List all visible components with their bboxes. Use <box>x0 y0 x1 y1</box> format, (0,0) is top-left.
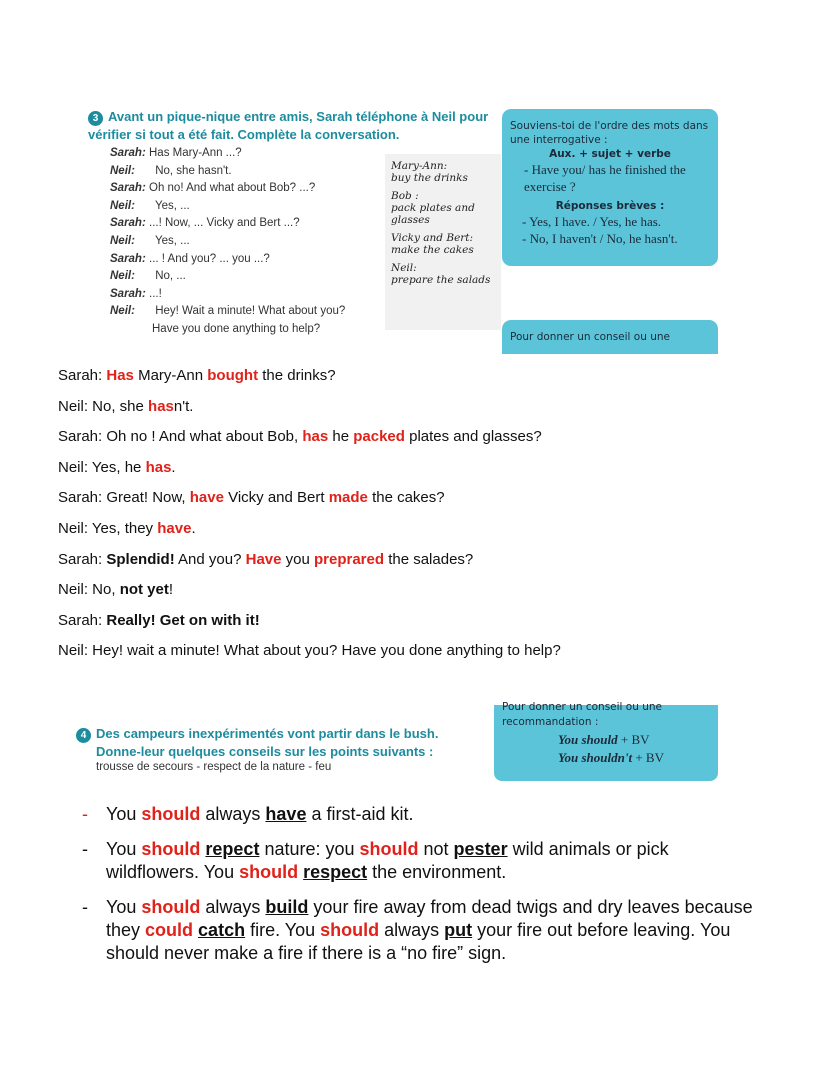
advice-box-title: Pour donner un conseil ou une <box>502 701 662 713</box>
answer-highlight: Has <box>106 367 134 384</box>
answer-highlight: Splendid! <box>106 550 175 568</box>
dialogue-text: ... ! And you? ... you ...? <box>149 252 270 265</box>
dialogue-text: Yes, ... <box>155 199 190 212</box>
speaker-label: Sarah: <box>110 182 146 195</box>
answer-text: You <box>106 804 142 824</box>
dialogue-text: Has Mary-Ann ...? <box>149 147 242 159</box>
formula-shouldnt: You shouldn't <box>558 750 633 765</box>
answer-text: your fire away from dead twigs and dry leaves because they <box>106 897 753 940</box>
note-group <box>391 232 501 256</box>
answer-text: Sarah: Oh no ! And what about Bob, <box>58 428 303 446</box>
answer-text: Sarah: <box>58 367 107 384</box>
tip-formula: Aux. + sujet + verbe <box>549 148 671 160</box>
advice-box-top <box>502 320 718 354</box>
speaker-label: Sarah: <box>110 252 146 265</box>
answer-highlight: repect <box>205 839 260 859</box>
answer-highlight: should <box>239 862 299 882</box>
dialogue-prompt <box>110 147 380 341</box>
answer-highlight: Really! Get on with it! <box>106 611 260 629</box>
answer-highlight: should <box>320 920 380 940</box>
formula-bv: + BV <box>617 732 650 747</box>
answer-highlight: has <box>148 397 174 415</box>
exercise-4-heading <box>76 725 486 773</box>
answer-line <box>58 550 561 581</box>
answer-highlight: preprared <box>314 550 385 568</box>
answer-text: Sarah: Great! Now, <box>58 489 190 507</box>
dialogue-text: Hey! Wait a minute! What about you? <box>155 305 346 318</box>
note-line: buy the drinks <box>391 172 468 184</box>
grammar-tip-box <box>502 109 718 266</box>
answer-text: wild animals or pick wildflowers. You <box>106 839 669 882</box>
exercise-3-title <box>88 108 498 143</box>
answer-highlight: could <box>145 920 194 940</box>
note-line: Vicky and Bert: <box>391 232 474 244</box>
answer-line <box>58 488 561 519</box>
bullet-dash: - <box>82 897 88 917</box>
speaker-label: Sarah: <box>110 147 146 159</box>
note-line: pack plates and <box>391 202 475 214</box>
exercise-4-answers <box>82 803 762 977</box>
exercise-4-title-2: Donne-leur quelques conseils sur les points suivants : <box>96 744 434 759</box>
answer-text: ! <box>168 581 174 599</box>
answer-highlight: should <box>359 839 419 859</box>
note-line: Neil: <box>391 262 417 274</box>
speaker-label: Neil: <box>110 270 135 283</box>
exercise-number-badge: 3 <box>88 111 103 126</box>
speaker-label: Neil: <box>110 164 135 177</box>
handwritten-notes <box>385 154 501 330</box>
answer-text: Vicky and Bert <box>223 489 329 507</box>
answer-highlight: should <box>141 839 201 859</box>
speaker-label: Neil: <box>110 199 135 212</box>
advice-item <box>82 803 762 826</box>
dialogue-line <box>110 182 380 200</box>
answer-highlight: Have <box>245 550 282 568</box>
answer-text: n't. <box>173 397 194 415</box>
answer-text: Neil: No, she <box>58 397 149 415</box>
answer-text: You <box>106 897 142 917</box>
answer-text: the drinks? <box>258 367 336 384</box>
answer-text: the environment. <box>367 862 507 882</box>
answer-text: your fire out before leaving. You should never make a fire if there is a “no fire” sign. <box>106 920 731 963</box>
note-group <box>391 190 501 226</box>
answer-text: . <box>191 519 196 537</box>
speaker-label: Neil: <box>110 305 135 318</box>
note-line: prepare the salads <box>391 274 491 286</box>
note-group <box>391 262 501 286</box>
answer-highlight: has <box>145 458 172 476</box>
tip-short-1: - Yes, I have. / Yes, he has. <box>522 214 662 229</box>
answer-text: Neil: Yes, they <box>58 519 158 537</box>
answer-text: Neil: Hey! wait a minute! What about you? Have you done anything to help? <box>58 642 561 660</box>
answer-text: not <box>418 839 454 859</box>
tip-example: - Have you/ has he finished the exercise ? <box>524 162 686 194</box>
dialogue-text: Yes, ... <box>155 234 190 247</box>
note-line: Bob : <box>391 190 419 202</box>
advice-box <box>494 701 718 781</box>
answer-highlight: build <box>265 897 309 917</box>
dialogue-text: No, ... <box>155 270 186 283</box>
answer-text: a first-aid kit. <box>306 804 414 824</box>
answer-text: And you? <box>174 550 246 568</box>
answer-text: always <box>200 804 266 824</box>
dialogue-line <box>110 200 380 218</box>
answer-highlight: should <box>141 804 201 824</box>
note-group <box>391 160 501 184</box>
answer-highlight: put <box>444 920 473 940</box>
answer-text: the salades? <box>384 550 474 568</box>
speaker-label: Neil: <box>110 234 135 247</box>
exercise-4-title-1: Des campeurs inexpérimentés vont partir dans le bush. <box>96 726 439 741</box>
answer-highlight: has <box>302 428 329 446</box>
answer-text: You <box>106 839 142 859</box>
answer-line <box>58 519 561 550</box>
bullet-dash: - <box>82 839 88 859</box>
exercise-3-answers <box>58 366 561 672</box>
dialogue-line <box>110 305 380 323</box>
answer-text: nature: you <box>259 839 360 859</box>
answer-text: you <box>281 550 314 568</box>
tip-short-title: Réponses brèves : <box>555 200 665 212</box>
exercise-3-instruction: Avant un pique-nique entre amis, Sarah téléphone à Neil pour vérifier si tout a été fait. Complète la conversation. <box>88 109 489 142</box>
answer-line <box>58 641 561 672</box>
dialogue-text: Oh no! And what about Bob? ...? <box>149 182 316 195</box>
dialogue-text: ...! Now, ... Vicky and Bert ...? <box>149 217 300 230</box>
answer-text: Sarah: <box>58 611 107 629</box>
dialogue-text: ...! <box>149 287 162 300</box>
dialogue-line <box>110 253 380 271</box>
dialogue-line <box>110 288 380 306</box>
dialogue-line <box>110 147 380 165</box>
bullet-dash: - <box>82 804 88 824</box>
advice-box-title: Pour donner un conseil ou une <box>510 331 670 343</box>
answer-line <box>58 580 561 611</box>
tip-title: Souviens-toi de l'ordre des mots dans une interrogative : <box>510 120 709 146</box>
answer-highlight: have <box>157 519 192 537</box>
answer-highlight: packed <box>353 428 405 446</box>
answer-highlight: not yet <box>119 581 169 599</box>
answer-highlight: catch <box>198 920 246 940</box>
dialogue-line <box>110 270 380 288</box>
answer-text: Sarah: <box>58 550 107 568</box>
note-line: Mary-Ann: <box>391 160 448 172</box>
dialogue-line <box>110 235 380 253</box>
dialogue-line <box>110 323 380 341</box>
exercise-4-subtitle: trousse de secours - respect de la nature - feu <box>96 761 332 773</box>
answer-text: he <box>328 428 354 446</box>
speaker-label: Sarah: <box>110 217 146 230</box>
answer-highlight: bought <box>207 367 259 384</box>
answer-line <box>58 366 561 397</box>
dialogue-line <box>110 217 380 235</box>
note-line: make the cakes <box>391 244 474 256</box>
advice-box-line2: recommandation : <box>502 716 599 728</box>
answer-text: Neil: No, <box>58 581 120 599</box>
answer-line <box>58 397 561 428</box>
answer-highlight: should <box>141 897 201 917</box>
tip-short-2: - No, I haven't / No, he hasn't. <box>522 231 678 246</box>
answer-text: fire. You <box>245 920 321 940</box>
speaker-label: Sarah: <box>110 287 146 300</box>
answer-text: the cakes? <box>367 489 445 507</box>
answer-text: always <box>379 920 445 940</box>
advice-item <box>82 838 762 884</box>
answer-text: Mary-Ann <box>133 367 208 384</box>
formula-should: You should <box>558 732 618 747</box>
answer-text: always <box>200 897 266 917</box>
answer-line <box>58 611 561 642</box>
dialogue-text: No, she hasn't. <box>155 164 232 177</box>
answer-highlight: have <box>265 804 307 824</box>
exercise-number-badge: 4 <box>76 728 91 743</box>
answer-highlight: respect <box>303 862 368 882</box>
answer-line <box>58 427 561 458</box>
answer-line <box>58 458 561 489</box>
exercise-3-heading <box>88 108 498 143</box>
note-line: glasses <box>391 214 430 226</box>
dialogue-line <box>110 165 380 183</box>
advice-item <box>82 896 762 965</box>
answer-highlight: pester <box>453 839 508 859</box>
formula-bv: + BV <box>632 750 664 765</box>
answer-highlight: made <box>328 489 368 507</box>
answer-text: . <box>171 458 176 476</box>
answer-text: Neil: Yes, he <box>58 458 146 476</box>
answer-highlight: have <box>189 489 224 507</box>
answer-text: plates and glasses? <box>404 428 542 446</box>
dialogue-text: Have you done anything to help? <box>152 322 321 335</box>
